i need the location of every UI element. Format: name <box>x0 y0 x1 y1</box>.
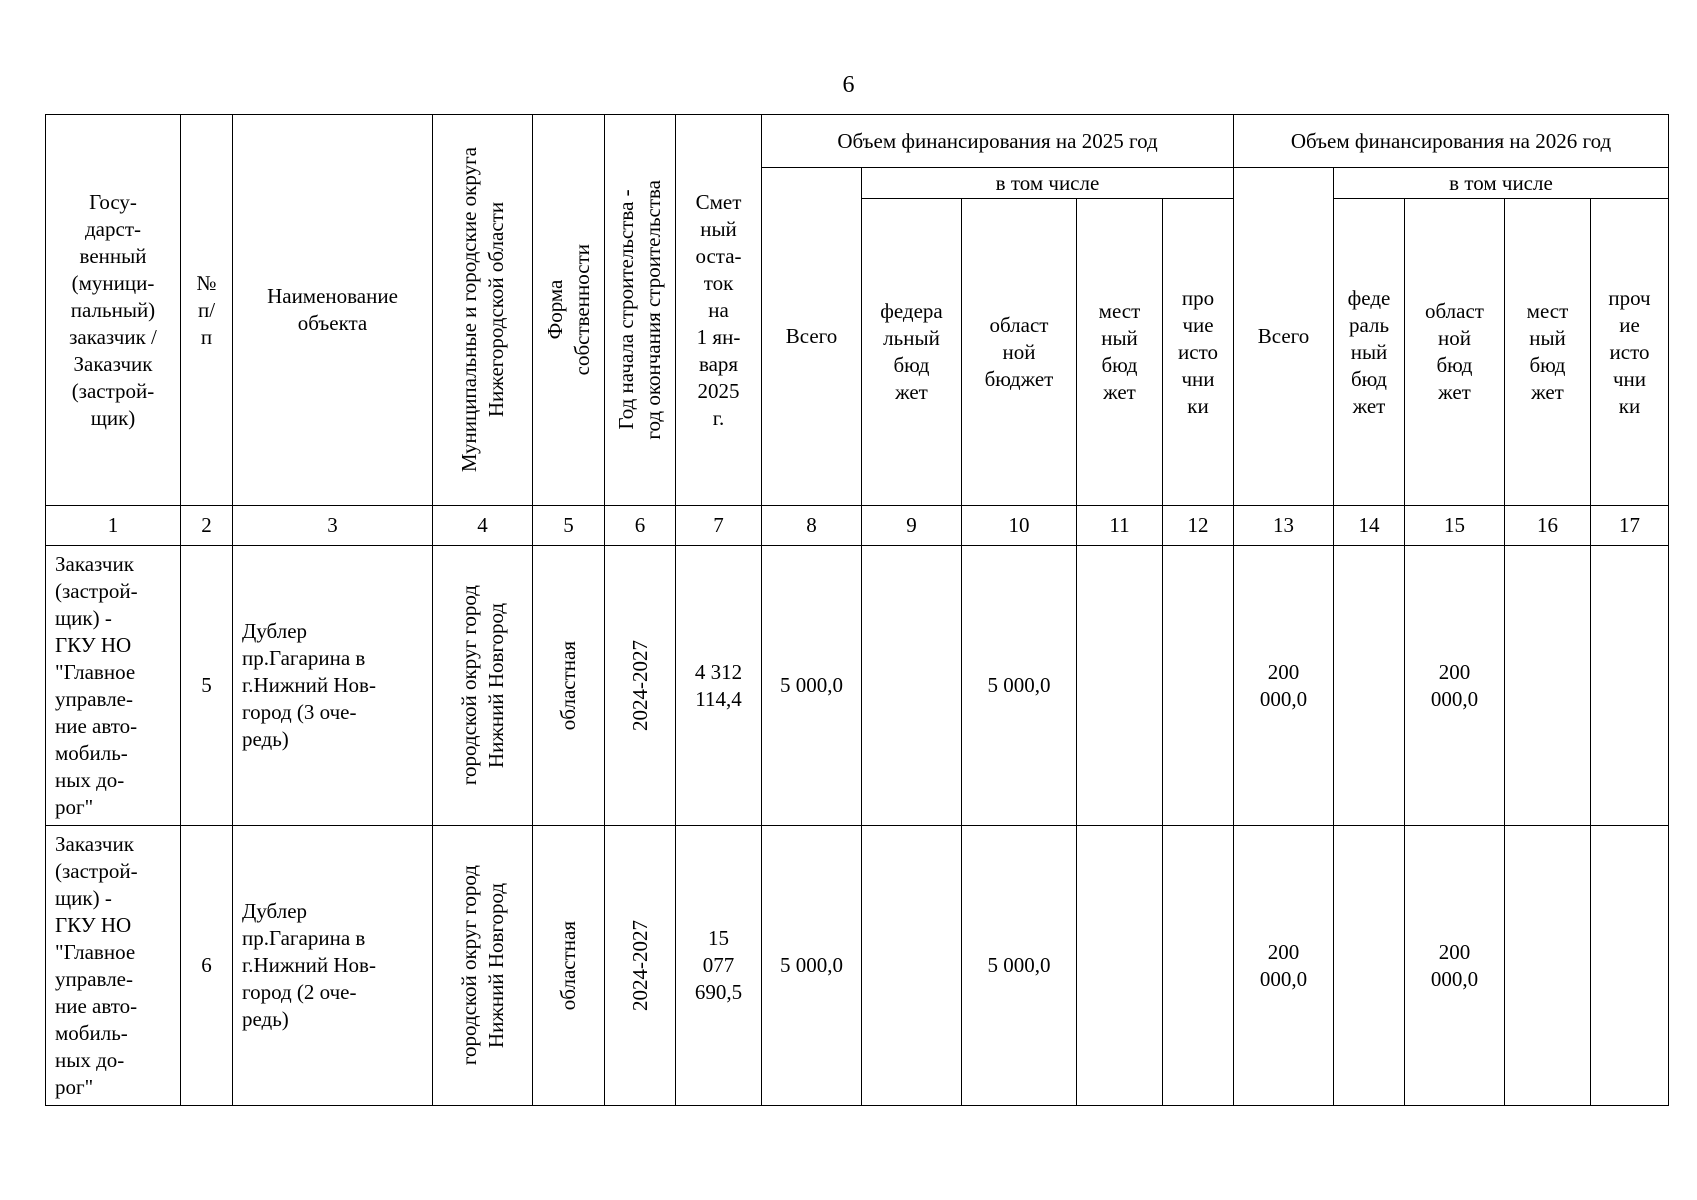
header-row-top <box>46 115 1669 168</box>
header-regional-2026: област ной бюд жет <box>1405 199 1505 506</box>
header-ownership: Форма собственности <box>533 115 605 506</box>
cell-customer: Заказчик (застрой- щик) - ГКУ НО "Главное управле- ние авто- мобиль- ных до- рог" <box>46 826 181 1106</box>
cell-number: 6 <box>181 826 233 1106</box>
cell-total-2026: 200 000,0 <box>1234 546 1334 826</box>
cell-total-2025: 5 000,0 <box>762 826 862 1106</box>
cell-federal-2025 <box>862 826 962 1106</box>
header-regional-2025: област ной бюджет <box>962 199 1077 506</box>
cell-object-name: Дублер пр.Гагарина в г.Нижний Нов- город (3 оче- редь) <box>233 546 433 826</box>
header-funding-2025: Объем финансирования на 2025 год <box>762 115 1234 168</box>
column-number: 5 <box>533 506 605 546</box>
column-number: 11 <box>1077 506 1163 546</box>
header-including-2025: в том числе <box>862 168 1234 199</box>
cell-years: 2024-2027 <box>605 826 676 1106</box>
header-federal-2026: феде раль ный бюд жет <box>1334 199 1405 506</box>
cell-local-2026 <box>1505 546 1591 826</box>
cell-other-2026 <box>1591 826 1669 1106</box>
table-row <box>46 546 1669 826</box>
cell-remainder: 4 312 114,4 <box>676 546 762 826</box>
header-funding-2026: Объем финансирования на 2026 год <box>1234 115 1669 168</box>
table-row <box>46 826 1669 1106</box>
cell-total-2025: 5 000,0 <box>762 546 862 826</box>
header-municipalities: Муниципальные и городские округа Нижегородской области <box>433 115 533 506</box>
column-number: 15 <box>1405 506 1505 546</box>
column-number: 1 <box>46 506 181 546</box>
header-remainder: Смет ный оста- ток на 1 ян- варя 2025 г. <box>676 115 762 506</box>
column-number: 17 <box>1591 506 1669 546</box>
column-number: 8 <box>762 506 862 546</box>
cell-ownership: областная <box>533 826 605 1106</box>
column-number: 10 <box>962 506 1077 546</box>
column-number: 9 <box>862 506 962 546</box>
page-number: 6 <box>842 72 855 98</box>
header-number: № п/ п <box>181 115 233 506</box>
column-number: 13 <box>1234 506 1334 546</box>
cell-years: 2024-2027 <box>605 546 676 826</box>
header-local-2026: мест ный бюд жет <box>1505 199 1591 506</box>
cell-regional-2025: 5 000,0 <box>962 546 1077 826</box>
cell-federal-2026 <box>1334 546 1405 826</box>
header-federal-2025: федера льный бюд жет <box>862 199 962 506</box>
cell-municipality: городской округ город Нижний Новгород <box>433 546 533 826</box>
cell-regional-2025: 5 000,0 <box>962 826 1077 1106</box>
cell-other-2025 <box>1163 826 1234 1106</box>
header-other-2026: проч ие исто чни ки <box>1591 199 1669 506</box>
header-customer: Госу- дарст- венный (муници- пальный) заказчик / Заказчик (застрой- щик) <box>46 115 181 506</box>
financing-table <box>45 114 1669 1106</box>
column-number: 16 <box>1505 506 1591 546</box>
column-number: 14 <box>1334 506 1405 546</box>
column-number: 3 <box>233 506 433 546</box>
cell-total-2026: 200 000,0 <box>1234 826 1334 1106</box>
cell-regional-2026: 200 000,0 <box>1405 826 1505 1106</box>
column-number-row <box>46 506 1669 546</box>
cell-ownership: областная <box>533 546 605 826</box>
cell-local-2025 <box>1077 546 1163 826</box>
cell-object-name: Дублер пр.Гагарина в г.Нижний Нов- город (2 оче- редь) <box>233 826 433 1106</box>
cell-other-2026 <box>1591 546 1669 826</box>
header-total-2026: Всего <box>1234 168 1334 506</box>
cell-number: 5 <box>181 546 233 826</box>
header-object-name: Наименование объекта <box>233 115 433 506</box>
column-number: 6 <box>605 506 676 546</box>
cell-other-2025 <box>1163 546 1234 826</box>
header-including-2026: в том числе <box>1334 168 1669 199</box>
cell-remainder: 15 077 690,5 <box>676 826 762 1106</box>
cell-local-2025 <box>1077 826 1163 1106</box>
header-years: Год начала строительства - год окончания строительства <box>605 115 676 506</box>
cell-federal-2025 <box>862 546 962 826</box>
column-number: 4 <box>433 506 533 546</box>
cell-municipality: городской округ город Нижний Новгород <box>433 826 533 1106</box>
cell-federal-2026 <box>1334 826 1405 1106</box>
cell-local-2026 <box>1505 826 1591 1106</box>
cell-customer: Заказчик (застрой- щик) - ГКУ НО "Главное управле- ние авто- мобиль- ных до- рог" <box>46 546 181 826</box>
header-total-2025: Всего <box>762 168 862 506</box>
column-number: 7 <box>676 506 762 546</box>
column-number: 12 <box>1163 506 1234 546</box>
header-other-2025: про чие исто чни ки <box>1163 199 1234 506</box>
header-local-2025: мест ный бюд жет <box>1077 199 1163 506</box>
cell-regional-2026: 200 000,0 <box>1405 546 1505 826</box>
column-number: 2 <box>181 506 233 546</box>
